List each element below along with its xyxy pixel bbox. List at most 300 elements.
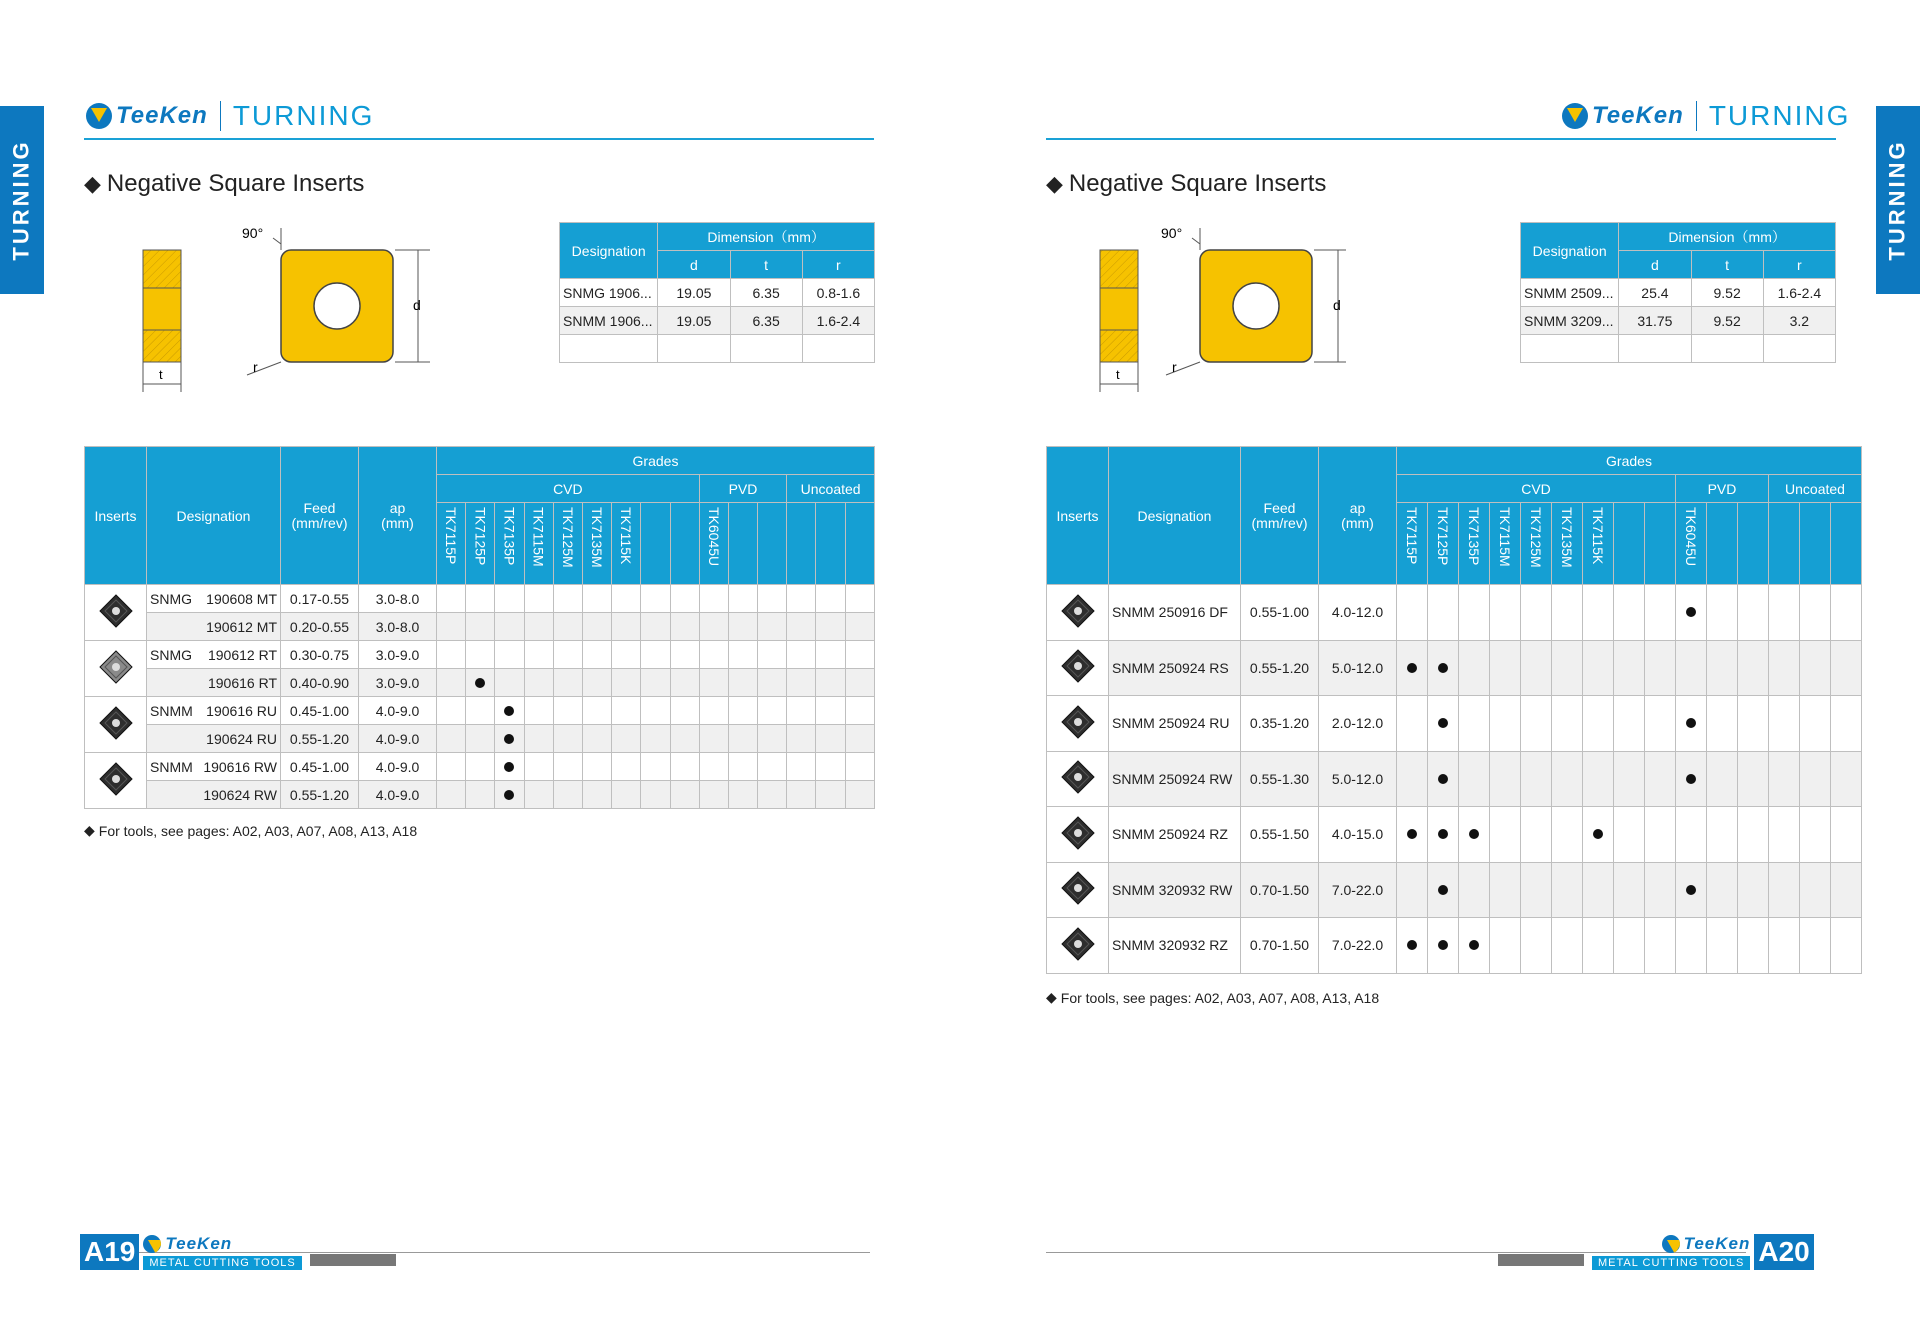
grade-cell [816,725,845,753]
availability-dot-icon [1686,718,1696,728]
insert-icon [1058,868,1098,908]
grade-cell [553,613,582,641]
grade-cell [1397,640,1428,696]
inserts-header: Inserts [85,447,147,585]
grade-cell [1552,585,1583,641]
grade-cell [1645,807,1676,863]
table-cell: 31.75 [1619,307,1691,335]
feed-value: 0.55-1.00 [1241,585,1319,641]
feed-value: 0.35-1.20 [1241,696,1319,752]
grade-cell [787,585,816,613]
designation-code: SNMM 250924 RW [1109,751,1241,807]
table-row [1047,585,1862,641]
designation-code: 190612 RT [207,646,277,663]
availability-dot-icon [1438,718,1448,728]
grade-cell [1428,918,1459,974]
grade-cell [1800,751,1831,807]
insert-drawing [1090,220,1430,400]
r-label: r [253,359,258,375]
grade-cell [1428,807,1459,863]
ap-value: 4.0-9.0 [359,697,437,725]
table-row [1047,807,1862,863]
grade-cell [728,697,757,725]
grade-cell [437,669,466,697]
grade-cell [845,697,874,725]
grade-cell [787,753,816,781]
pvd-header: PVD [699,475,787,503]
grade-cell [1583,640,1614,696]
availability-dot-icon [504,734,514,744]
grade-cell [1490,640,1521,696]
table-cell [658,335,730,363]
grade-cell [524,613,553,641]
grade-cell [1645,751,1676,807]
grade-cell [524,725,553,753]
insert-image [1047,751,1109,807]
grade-cell [699,585,728,613]
grade-cell [1738,696,1769,752]
page-footer [1498,1230,1814,1270]
grade-col-header: TK7115K [618,507,635,565]
grade-cell [1614,751,1645,807]
right-page [960,0,1920,1336]
insert-icon [1058,702,1098,742]
grade-cell [1800,862,1831,918]
grade-cell [582,585,611,613]
grade-cell [1707,640,1738,696]
grade-cell [1490,696,1521,752]
grade-cell [1521,807,1552,863]
grade-cell [553,697,582,725]
grade-cell [1769,751,1800,807]
grade-cell [437,725,466,753]
designation-header: Designation [1521,223,1619,279]
availability-dot-icon [1407,829,1417,839]
section-label: TURNING [1708,100,1851,131]
d-label: d [413,297,421,313]
ap-value: 4.0-9.0 [359,753,437,781]
grade-col-header: TK7115P [443,507,460,565]
grade-cell [1676,751,1707,807]
ap-value: 4.0-9.0 [359,781,437,809]
table-row [85,781,875,809]
insert-image [85,641,147,697]
grade-cell [553,669,582,697]
grade-cell [1459,751,1490,807]
feed-value: 0.45-1.00 [281,753,359,781]
grade-cell [612,697,641,725]
dimension-header: Dimension（mm） [1619,223,1836,251]
grade-cell [524,753,553,781]
grade-cell [1552,640,1583,696]
grade-cell [816,641,845,669]
grade-cell [1738,862,1769,918]
grade-cell [699,697,728,725]
availability-dot-icon [1438,940,1448,950]
table-row [85,753,875,781]
grade-cell [728,613,757,641]
table-row [85,613,875,641]
page-header [1562,100,1850,132]
grade-cell [816,753,845,781]
grade-cell [641,725,670,753]
grade-cell [524,781,553,809]
table-row [1521,279,1836,307]
grade-cell [1800,807,1831,863]
grade-cell [758,641,787,669]
ap-value: 3.0-9.0 [359,669,437,697]
grade-cell [670,613,699,641]
grade-cell [758,585,787,613]
footer-brand: TeeKen [1683,1234,1751,1253]
grade-cell [1614,918,1645,974]
grade-cell [670,781,699,809]
availability-dot-icon [1469,940,1479,950]
grade-cell [612,781,641,809]
grade-cell [1583,807,1614,863]
footer-gray-bar [310,1254,396,1266]
grade-col-header: TK7135M [1559,507,1575,568]
grade-cell [1459,807,1490,863]
grade-cell [495,585,524,613]
designation-header: Designation [1109,447,1241,585]
availability-dot-icon [1438,885,1448,895]
grade-cell [1707,918,1738,974]
insert-image [1047,640,1109,696]
grade-cell [787,641,816,669]
grade-cell [437,613,466,641]
designation-prefix: SNMM [150,702,193,719]
angle-label: 90° [242,225,264,241]
grade-cell [1676,862,1707,918]
grade-cell [699,669,728,697]
grade-cell [787,725,816,753]
designation-code: SNMM 250924 RU [1109,696,1241,752]
designation-prefix: SNMG [150,646,192,663]
designation-code: 190612 MT [206,618,277,635]
table-row [560,335,875,363]
cvd-header: CVD [1397,475,1676,503]
grade-cell [466,585,495,613]
dim-col-header: d [658,251,730,279]
grade-cell [437,641,466,669]
grade-col-header: TK7115M [530,507,547,567]
grade-cell [1800,696,1831,752]
grade-cell [553,585,582,613]
feed-unit: (mm/rev) [291,514,348,531]
grade-cell [495,753,524,781]
grade-cell [670,753,699,781]
table-cell [730,335,802,363]
side-tab-label: TURNING [1885,139,1910,261]
grade-cell [1676,585,1707,641]
feed-value: 0.55-1.50 [1241,807,1319,863]
insert-icon [96,591,136,631]
grade-cell [728,781,757,809]
grade-cell [787,669,816,697]
dim-col-header: t [1691,251,1763,279]
grade-col-header: TK7135M [589,507,606,568]
feed-value: 0.55-1.20 [281,781,359,809]
feed-value: 0.55-1.30 [1241,751,1319,807]
ap-value: 7.0-22.0 [1319,918,1397,974]
t-label: t [1116,367,1120,382]
grades-table [84,446,875,809]
grade-cell [1583,862,1614,918]
grade-cell [466,669,495,697]
grade-cell [612,613,641,641]
grade-cell [1645,918,1676,974]
insert-icon [1058,757,1098,797]
logo-mark-icon [1662,1235,1680,1253]
grade-cell [1490,751,1521,807]
availability-dot-icon [1407,940,1417,950]
availability-dot-icon [1438,663,1448,673]
grade-cell [1397,807,1428,863]
table-cell: 6.35 [730,307,802,335]
inserts-header: Inserts [1047,447,1109,585]
grade-cell [816,669,845,697]
grade-cell [1831,807,1862,863]
dimension-header: Dimension（mm） [658,223,875,251]
footer-logo [1662,1234,1751,1254]
logo-mark-icon [143,1235,161,1253]
designation-header: Designation [560,223,658,279]
ap-value: 5.0-12.0 [1319,751,1397,807]
grade-cell [758,725,787,753]
grade-cell [845,669,874,697]
table-cell: 6.35 [730,279,802,307]
tools-note [84,822,417,839]
page-footer [80,1230,396,1270]
grade-cell [1738,640,1769,696]
tools-note-text: For tools, see pages: A02, A03, A07, A08, A13, A18 [98,822,418,839]
grade-cell [1459,585,1490,641]
grade-cell [845,613,874,641]
grade-cell [495,781,524,809]
grade-cell [1490,807,1521,863]
grade-cell [1490,918,1521,974]
insert-image [1047,862,1109,918]
grade-cell [670,585,699,613]
availability-dot-icon [1686,607,1696,617]
dim-col-header: t [730,251,802,279]
ap-value: 4.0-12.0 [1319,585,1397,641]
table-cell: 1.6-2.4 [1763,279,1835,307]
designation-code: SNMM 320932 RZ [1109,918,1241,974]
grade-cell [466,697,495,725]
table-row [1521,307,1836,335]
grade-col-header: TK7125P [472,507,489,566]
availability-dot-icon [504,790,514,800]
availability-dot-icon [475,678,485,688]
grade-cell [1831,918,1862,974]
grade-cell [641,641,670,669]
insert-icon [1058,813,1098,853]
grade-cell [845,641,874,669]
grades-header: Grades [437,447,875,475]
grade-cell [1552,807,1583,863]
table-cell: 9.52 [1691,279,1763,307]
feed-value: 0.55-1.20 [1241,640,1319,696]
grade-cell [1583,696,1614,752]
grade-cell [1521,862,1552,918]
grade-cell [1769,585,1800,641]
table-cell [1619,335,1691,363]
grade-cell [612,585,641,613]
table-cell: SNMM 2509... [1521,279,1619,307]
grade-cell [1676,696,1707,752]
table-row [1047,696,1862,752]
table-cell [802,335,874,363]
grade-cell [1428,640,1459,696]
grade-cell [582,781,611,809]
section-title [84,170,364,198]
table-cell: SNMM 1906... [560,307,658,335]
ap-value: 7.0-22.0 [1319,862,1397,918]
designation-code: 190624 RW [203,786,277,803]
grade-cell [612,641,641,669]
dimension-table [1520,222,1836,363]
diamond-bullet-icon: ◆ [1046,989,1057,1005]
grade-col-header: TK6045U [705,507,722,567]
availability-dot-icon [1686,774,1696,784]
grade-cell [1459,918,1490,974]
ap-value: 3.0-8.0 [359,585,437,613]
table-cell [1763,335,1835,363]
tools-note [1046,989,1379,1006]
grade-cell [816,585,845,613]
insert-image [85,585,147,641]
grade-cell [1707,585,1738,641]
grade-cell [553,641,582,669]
table-cell [1521,335,1619,363]
grade-cell [728,725,757,753]
designation-code: 190624 RU [206,730,277,747]
table-row [560,279,875,307]
page-number: A20 [1754,1234,1813,1270]
side-tab [0,106,44,294]
grade-cell [1800,918,1831,974]
dim-col-header: r [1763,251,1835,279]
grade-cell [1490,862,1521,918]
table-cell: 19.05 [658,279,730,307]
grade-cell [1738,585,1769,641]
grade-cell [641,669,670,697]
grade-cell [699,725,728,753]
grade-cell [845,781,874,809]
grade-cell [466,613,495,641]
table-cell: 9.52 [1691,307,1763,335]
insert-image [85,753,147,809]
side-tab [1876,106,1920,294]
grade-col-header: TK7115K [1590,507,1606,565]
tools-note-text: For tools, see pages: A02, A03, A07, A08, A13, A18 [1060,989,1380,1006]
designation-code: 190616 RW [203,758,277,775]
table-row [1521,335,1836,363]
grade-cell [1428,862,1459,918]
grade-cell [670,641,699,669]
dim-col-header: d [1619,251,1691,279]
logo-mark-icon [86,103,112,129]
grade-cell [553,725,582,753]
grade-cell [1769,807,1800,863]
grade-cell [641,781,670,809]
grade-cell [758,669,787,697]
table-cell: 0.8-1.6 [802,279,874,307]
grade-cell [1397,862,1428,918]
grade-cell [1459,862,1490,918]
grade-cell [1831,862,1862,918]
grade-cell [1428,696,1459,752]
grade-cell [466,753,495,781]
ap-unit: (mm) [381,514,414,531]
angle-label: 90° [1161,225,1183,241]
grade-cell [1738,807,1769,863]
designation-code: 190608 MT [206,590,277,607]
grade-cell [582,753,611,781]
grade-cell [758,753,787,781]
grade-cell [641,697,670,725]
grade-cell [553,781,582,809]
section-title [1046,170,1326,198]
insert-image [85,697,147,753]
ap-value: 3.0-9.0 [359,641,437,669]
availability-dot-icon [1407,663,1417,673]
footer-logo [143,1234,301,1254]
designation-code: SNMM 250916 DF [1109,585,1241,641]
page-header [86,100,374,132]
grade-cell [787,697,816,725]
table-cell [560,335,658,363]
grade-cell [1583,585,1614,641]
grade-cell [845,725,874,753]
availability-dot-icon [1686,885,1696,895]
uncoated-header: Uncoated [1769,475,1862,503]
table-cell [1691,335,1763,363]
grade-cell [1490,585,1521,641]
availability-dot-icon [504,706,514,716]
grade-cell [1645,585,1676,641]
grade-cell [845,753,874,781]
grade-cell [816,781,845,809]
feed-value: 0.45-1.00 [281,697,359,725]
insert-image [1047,585,1109,641]
grade-cell [437,585,466,613]
grade-cell [1676,807,1707,863]
grade-cell [1397,696,1428,752]
availability-dot-icon [1469,829,1479,839]
grade-col-header: TK7135P [501,507,518,566]
grade-cell [495,613,524,641]
ap-value: 4.0-9.0 [359,725,437,753]
grade-cell [1521,585,1552,641]
ap-value: 2.0-12.0 [1319,696,1397,752]
grade-cell [524,641,553,669]
availability-dot-icon [1593,829,1603,839]
brand-logo [1562,102,1684,130]
grade-cell [699,781,728,809]
table-cell: 3.2 [1763,307,1835,335]
feed-value: 0.55-1.20 [281,725,359,753]
grade-col-header: TK7125M [559,507,576,568]
grade-cell [1738,751,1769,807]
grade-cell [1769,918,1800,974]
grades-table [1046,446,1862,974]
grade-cell [1552,918,1583,974]
designation-code: SNMM 250924 RS [1109,640,1241,696]
table-row [85,585,875,613]
